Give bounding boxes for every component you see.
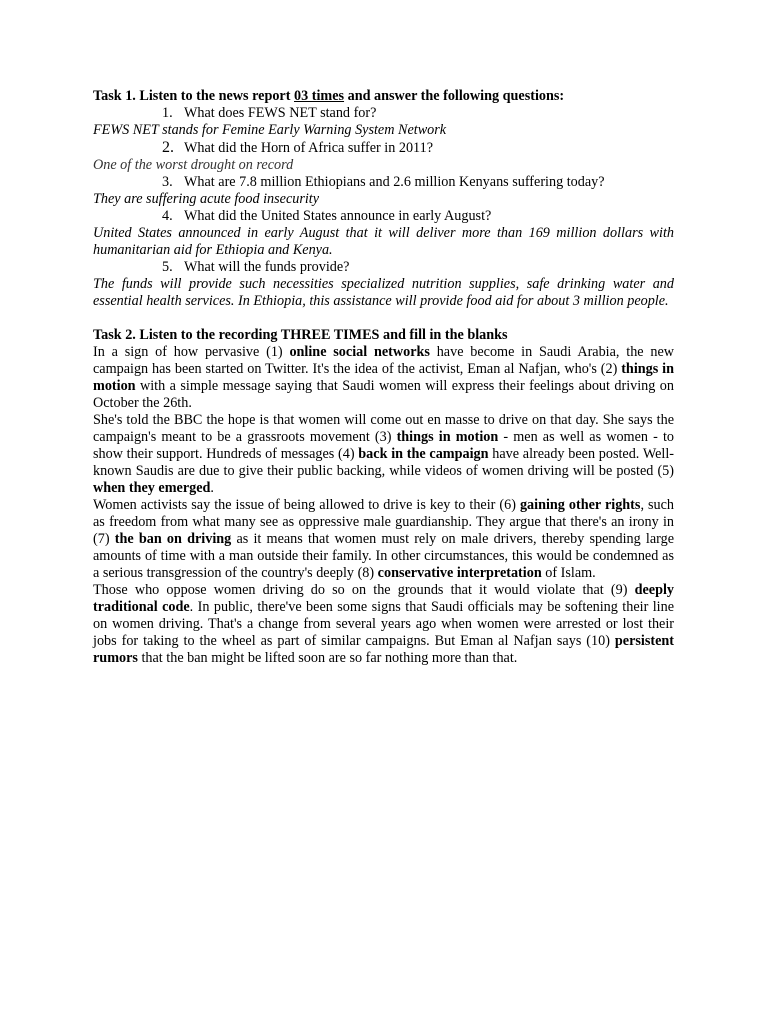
answer-4: United States announced in early August that it will deliver more than 169 million dollars with humanitarian aid for Ethiopia and Kenya. xyxy=(93,225,674,258)
paragraph-1: In a sign of how pervasive (1) online social networks have become in Saudi Arabia, the new campaign has been started on Twitter. It's the idea of the activist, Eman al Nafjan, who's (2) things in motion with a simple message saying that Saudi women will express their feelings about driving on October the 26th. xyxy=(93,344,675,411)
answer-5: The funds will provide such necessities specialized nutrition supplies, safe drinking water and essential health services. In Ethiopia, this assistance will provide food aid for about 3 million people. xyxy=(93,276,674,309)
question-3: 3. What are 7.8 million Ethiopians and 2.6 million Kenyans suffering today? xyxy=(162,174,605,190)
task1-heading-underline: 03 times xyxy=(294,88,345,104)
blank-answer-7: the ban on driving xyxy=(114,531,232,547)
blank-answer-10: persistent rumors xyxy=(93,633,674,666)
blank-answer-9: deeply traditional code xyxy=(93,582,674,615)
task2-heading: Task 2. Listen to the recording THREE TIMES and fill in the blanks xyxy=(93,327,508,343)
question-5: 5. What will the funds provide? xyxy=(162,259,350,275)
answer-1: FEWS NET stands for Femine Early Warning System Network xyxy=(93,122,447,138)
blank-answer-4: back in the campaign xyxy=(358,446,489,462)
question-1: 1. What does FEWS NET stand for? xyxy=(162,105,377,121)
answer-3: They are suffering acute food insecurity xyxy=(93,191,320,207)
blank-answer-5: when they emerged xyxy=(93,480,211,496)
paragraph-4: Those who oppose women driving do so on the grounds that it would violate that (9) deeply traditional code. In public, there've been some signs that Saudi officials may be softening their line on women driving. That's a change from several years ago when women were arrested or lost their jobs for taking to the wheel as part of similar campaigns. But Eman al Nafjan says (10) persistent rumors that the ban might be lifted soon are so far nothing more than that. xyxy=(93,582,674,666)
blank-answer-3: things in motion xyxy=(396,429,499,445)
answer-2: One of the worst drought on record xyxy=(93,157,294,173)
question-2: 2. What did the Horn of Africa suffer in 2011? xyxy=(162,139,434,156)
blank-answer-2: things in motion xyxy=(93,361,674,394)
paragraph-2: She's told the BBC the hope is that women will come out en masse to drive on that day. She says the campaign's meant to be a grassroots movement (3) things in motion - men as well as women - to show their support. Hundreds of messages (4) back in the campaign have already been posted. Well-known Saudis are due to give their public backing, while videos of women driving will be posted (5) when they emerged. xyxy=(93,412,674,496)
question-4: 4. What did the United States announce in early August? xyxy=(162,208,492,224)
blank-answer-6: gaining other rights xyxy=(519,497,641,513)
blank-answer-8: conservative interpretation xyxy=(377,565,542,581)
task1-heading: Task 1. Listen to the news report 03 times and answer the following questions: xyxy=(93,88,565,104)
paragraph-3: Women activists say the issue of being allowed to drive is key to their (6) gaining other rights, such as freedom from what many see as oppressive male guardianship. They argue that there's an irony in (7) the ban on driving as it means that women must rely on male drivers, thereby spending large amounts of time with a man outside their family. In other circumstances, this would be condemned as a serious transgression of the country's deeply (8) conservative interpretation of Islam. xyxy=(93,497,675,581)
section-spacer xyxy=(93,310,674,327)
blank-answer-1: online social networks xyxy=(289,344,430,360)
